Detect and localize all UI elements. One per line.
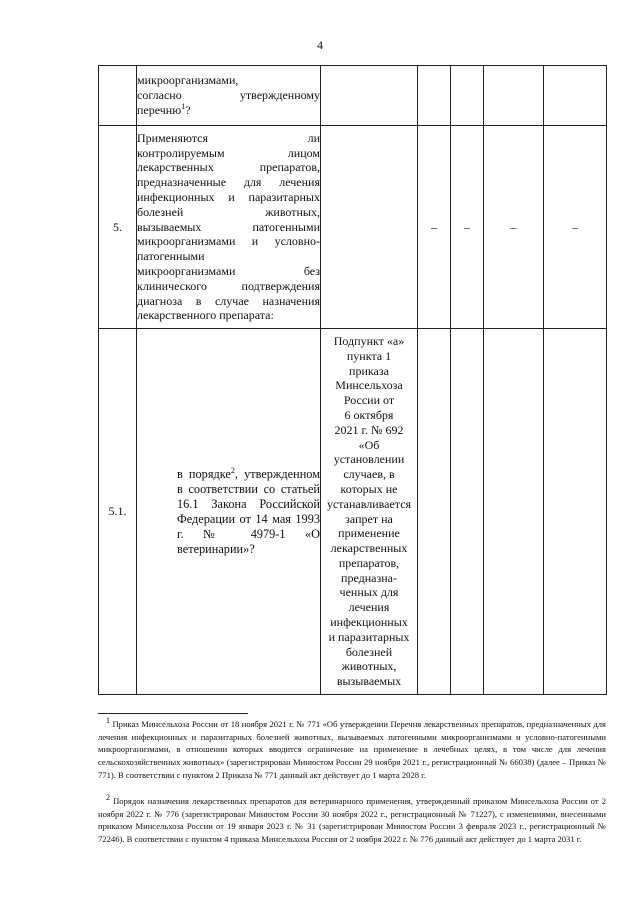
reference-line: Минсельхоза: [335, 378, 403, 393]
answer-cell: [451, 66, 484, 126]
question-line: микроорганизмами без: [137, 263, 320, 278]
question-text: в порядке: [177, 466, 231, 481]
row-number: 5.: [99, 126, 137, 329]
footnote-mark: 1: [106, 716, 110, 726]
reference-line: лечения: [348, 600, 390, 615]
footnote-text: Приказ Минсельхоза России от 18 ноября 2021 г. № 771 «Об утверждении Перечня лекарственных препаратов, предназначенных для лечения инфекционных и паразитарных болезней животных, вызываемых патогенными микроорганизмами и условно-патогенными микроорганизмами, в отношении которых вводится ограничение на применение в лечебных целях, в том числе для лечения сельскохозяйственных животных» (зарегистрирован Минюстом России 29 ноября 2021 г., регистрационный № 66038) (далее – Приказ № 771). В соответствии с пунктом 2 Приказа № 771 данный акт действует до 1 марта 2028 г.: [98, 719, 606, 780]
question-cell: [137, 66, 321, 126]
question-text: , утвержденном в соответствии со статьей 16.1 Закона Российской Федерации от 14 мая 1993 г. № 4979-1 «О ветеринарии»?: [177, 466, 320, 556]
reference-line: ченных для: [339, 585, 399, 600]
reference-line: инфекционных: [330, 615, 408, 630]
answer-cell: –: [451, 126, 484, 329]
reference-line: пункта 1: [346, 348, 392, 363]
question-text: ?: [185, 102, 191, 117]
reference-line: запрет на: [345, 511, 393, 526]
reference-line: Подпункт «а»: [333, 333, 405, 348]
question-line: болезней животных,: [137, 204, 320, 219]
question-line: вызываемых патогенными: [137, 219, 320, 234]
page-number: 4: [317, 38, 323, 52]
reference-line: приказа: [349, 363, 389, 378]
footnote: [98, 718, 606, 782]
answer-cell: [484, 66, 544, 126]
question-line: лекарственного препарата:: [137, 308, 274, 323]
table-row: [99, 126, 607, 329]
answer-cell: [418, 329, 451, 695]
reference-line: животных,: [341, 659, 397, 674]
answer-cell: –: [418, 126, 451, 329]
answer-cell: –: [484, 126, 544, 329]
question-line: предназначенные для лечения: [137, 175, 320, 190]
reference-line: болезней: [345, 644, 393, 659]
reference-line: случаев, в: [343, 467, 395, 482]
question-line: инфекционных и паразитарных: [137, 190, 320, 204]
reference-line: и паразитарных: [328, 629, 410, 644]
footnote: [98, 795, 606, 846]
question-text: перечню: [137, 102, 182, 117]
reference-line: России от: [343, 393, 395, 408]
reference-line: предназна-: [341, 570, 397, 585]
reference-line: которых не: [340, 481, 398, 496]
footnote-separator: [98, 713, 248, 714]
question-line: лекарственных препаратов,: [137, 160, 320, 175]
question-line: патогенными: [137, 249, 205, 264]
reference-cell: [321, 126, 418, 329]
answer-cell: [451, 329, 484, 695]
question-line: [137, 103, 320, 118]
answer-cell: [484, 329, 544, 695]
checklist-table: [98, 65, 607, 695]
reference-line: 6 октября: [344, 407, 394, 422]
reference-line: препаратов,: [338, 555, 400, 570]
table-row: [99, 329, 607, 695]
table-row: [99, 66, 607, 126]
question-cell: [137, 126, 321, 329]
reference-line: «Об: [358, 437, 380, 452]
reference-line: устанавливается: [326, 496, 412, 511]
answer-cell: [544, 66, 607, 126]
footnote-ref: 2: [230, 465, 235, 475]
question-line: контролируемым лицом: [137, 145, 320, 160]
answer-cell: –: [544, 126, 607, 329]
reference-line: лекарственных: [330, 541, 408, 556]
question-line: микроорганизмами и условно-: [137, 234, 320, 249]
question-cell: [137, 329, 321, 695]
question-line: диагноза в случае назначения: [137, 293, 320, 308]
row-number: [99, 66, 137, 126]
reference-line: вызываемых: [336, 674, 402, 689]
reference-line: установлении: [333, 452, 405, 467]
footnote-text: Порядок назначения лекарственных препаратов для ветеринарного применения, утвержденный приказом Минсельхоза России от 2 ноября 2022 г. № 776 (зарегистрирован Минюстом России 30 ноября 2022 г., регистрационный № 71227), с изменениями, внесенными приказом Минсельхоза России от 19 января 2023 г. № 31 (зарегистрирован Минюстом России 3 февраля 2023 г., регистрационный № 72246). В соответствии с пунктом 4 приказа Минсельхоза России от 2 ноября 2022 г. № 776 данный акт действует до 1 марта 2031 г.: [98, 796, 606, 845]
row-number: 5.1.: [99, 329, 137, 695]
question-line: согласно утвержденному: [137, 88, 320, 103]
answer-cell: [544, 329, 607, 695]
footnote-ref: 1: [181, 101, 186, 111]
question-line: микроорганизмами,: [137, 73, 239, 88]
reference-cell: [321, 329, 418, 695]
reference-line: применение: [338, 526, 400, 541]
question-line: Применяются ли: [137, 130, 320, 145]
answer-cell: [418, 66, 451, 126]
footnote-mark: 2: [106, 793, 110, 803]
reference-line: 2021 г. № 692: [334, 422, 404, 437]
question-line: клинического подтверждения: [137, 278, 320, 293]
reference-cell: [321, 66, 418, 126]
